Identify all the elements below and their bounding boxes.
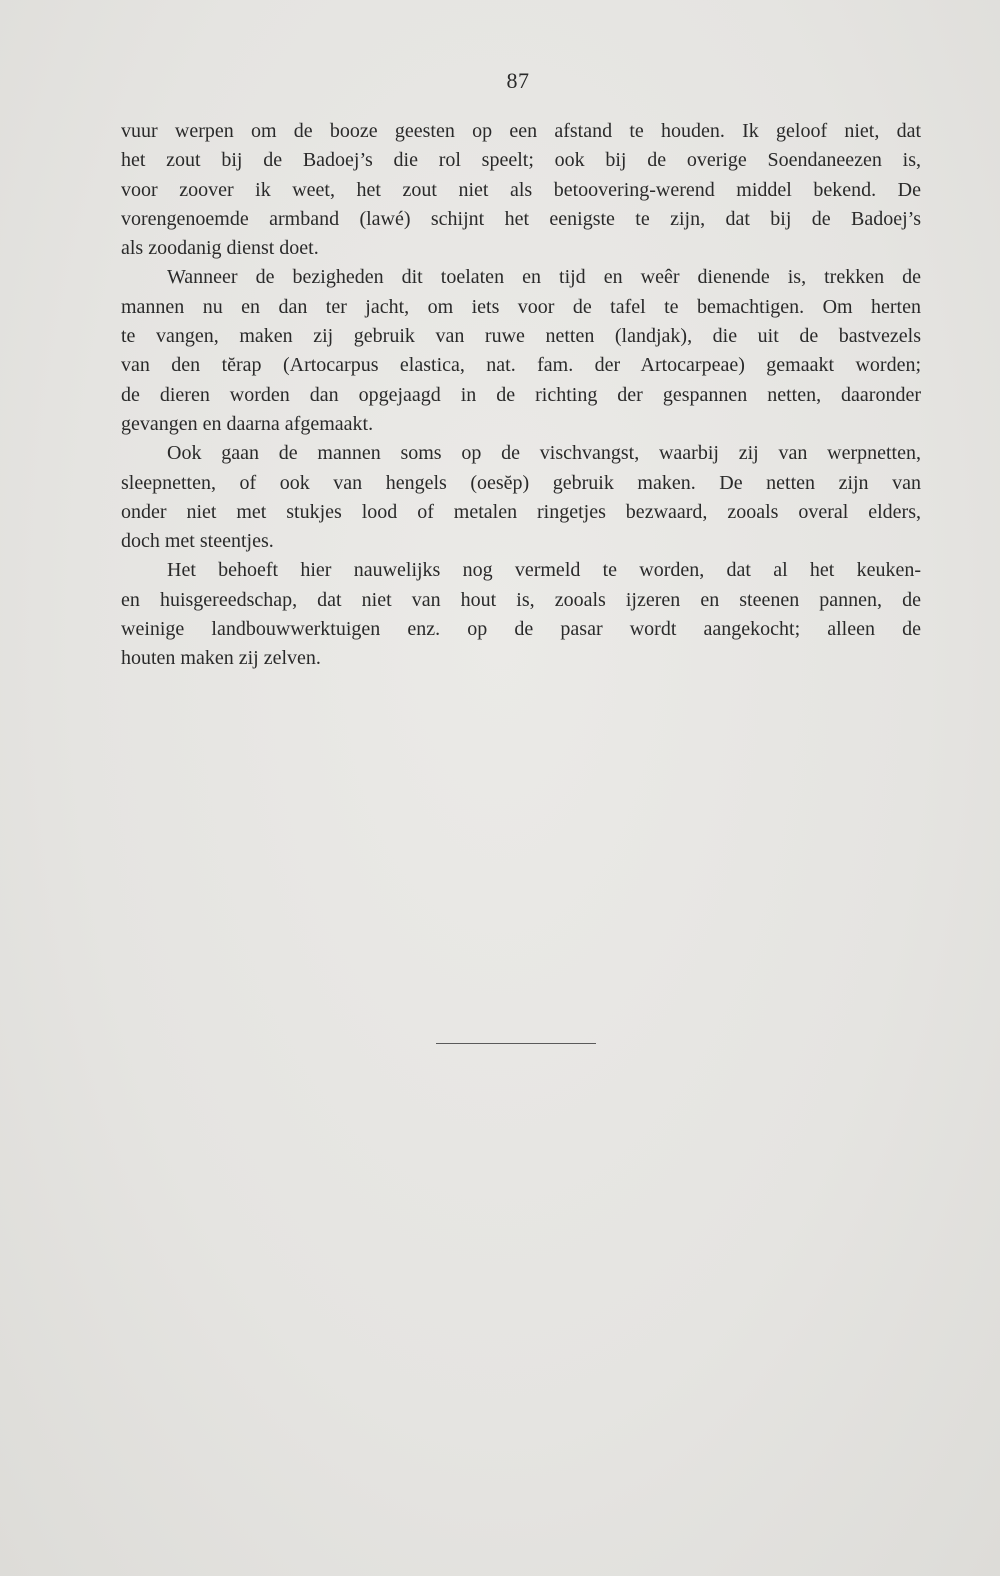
text-line: mannen nu en dan ter jacht, om iets voor de tafel te bemachtigen. Om herten: [121, 295, 921, 318]
text-line: vorengenoemde armband (lawé) schijnt het eenigste te zijn, dat bij de Badoej’s: [121, 207, 921, 230]
text-line: doch met steentjes.: [121, 530, 274, 553]
text-line: weinige landbouwwerktuigen enz. op de pasar wordt aangekocht; alleen de: [121, 618, 921, 641]
paragraph-start-line: Het behoeft hier nauwelijks nog vermeld te worden, dat al het keuken-: [167, 559, 921, 582]
text-line: vuur werpen om de booze geesten op een afstand te houden. Ik geloof niet, dat: [121, 120, 921, 142]
text-line: sleepnetten, of ook van hengels (oesĕp) gebruik maken. De netten zijn van: [121, 471, 921, 494]
paragraph-start-line: Ook gaan de mannen soms op de vischvangst, waarbij zij van werpnetten,: [167, 442, 921, 465]
text-line: onder niet met stukjes lood of metalen ringetjes bezwaard, zooals overal elders,: [121, 500, 921, 523]
text-line: van den tĕrap (Artocarpus elastica, nat. fam. der Artocarpeae) gemaakt worden;: [121, 354, 921, 377]
text-line: het zout bij de Badoej’s die rol speelt; ook bij de overige Soendaneezen is,: [121, 149, 921, 172]
text-line: en huisgereedschap, dat niet van hout is, zooals ijzeren en steenen pannen, de: [121, 588, 921, 611]
body-text: [121, 117, 921, 674]
text-line: als zoodanig dienst doet.: [121, 237, 319, 260]
page-number: 87: [506, 68, 530, 93]
paragraph-start-line: Wanneer de bezigheden dit toelaten en tijd en weêr dienende is, trekken de: [167, 266, 921, 289]
text-line: te vangen, maken zij gebruik van ruwe netten (landjak), die uit de bastvezels: [121, 325, 921, 348]
text-line: voor zoover ik weet, het zout niet als betoovering-werend middel bekend. De: [121, 178, 921, 201]
text-line: houten maken zij zelven.: [121, 647, 321, 670]
section-divider: [436, 1043, 596, 1044]
text-line: gevangen en daarna afgemaakt.: [121, 412, 374, 435]
text-line: de dieren worden dan opgejaagd in de richting der gespannen netten, daaronder: [121, 383, 921, 406]
